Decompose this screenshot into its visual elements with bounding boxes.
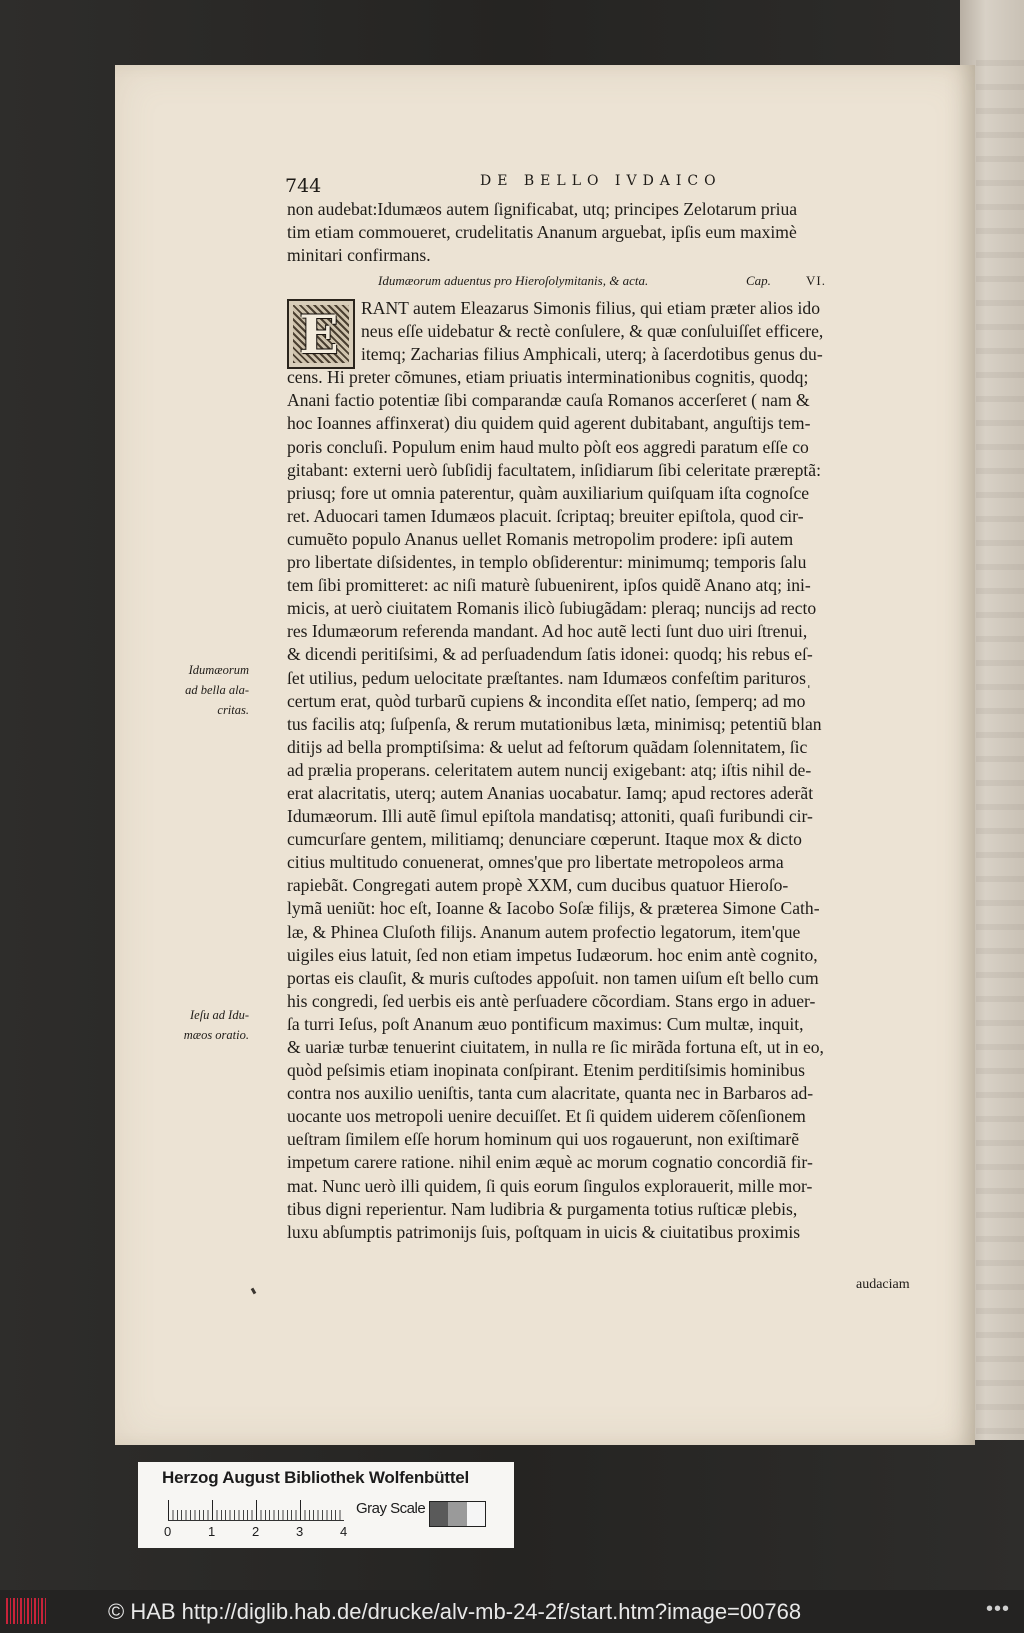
text-line: poris concluſi. Populum enim haud multo pòſt eos aggredi paratum eſſe co (287, 436, 809, 457)
text-line: tim etiam commoueret, crudelitatis Ananum arguebat, ipſis eum maximè (287, 222, 797, 243)
text-line: hoc Ioannes affinxerat) diu quidem quid agerent dubitabant, anguſtijs tem- (287, 413, 811, 434)
color-scale-card (138, 1462, 514, 1548)
text-line: ueſtram ſimilem eſſe horum hominum qui uos rogauerunt, non exiſtimarẽ (287, 1129, 800, 1150)
text-line: non audebat:Idumæos autem ſignificabat, utq; principes Zelotarum priua (287, 199, 798, 219)
ruler-label: 4 (340, 1524, 348, 1539)
text-line: quòd peſsimis etiam inopinata conſpirant. Etenim perditiſsimis hominibus (287, 1060, 805, 1081)
text-line: Anani factio potentiæ ſibi comparandæ cauſa Romanos accerſeret ( nam & (287, 390, 810, 411)
margin-note-iesu (184, 1005, 249, 1045)
ruler-label: 1 (208, 1524, 216, 1539)
text-line: erat alacritatis, uterq; autem Ananias uocabatur. Iamq; apud rectores aderãt (287, 782, 814, 803)
text-line: RANT autem Eleazarus Simonis filius, qui etiam præter alios ido (361, 298, 820, 318)
text-line: rapiebãt. Congregati autem propè XXM, cum ducibus quatuor Hieroſo- (287, 875, 789, 896)
text-line: uigiles eius latuit, ſed non etiam impetus Iudæorum. hoc enim antè cognito, (287, 944, 818, 965)
text-line: tus facilis atq; ſuſpenſa, & rerum mutationibus læta, minimisq; petentiũ blan (287, 713, 822, 734)
text-line: priusq; fore ut omnia paterentur, quàm auxiliarium quiſquam iſta cognoſce (287, 482, 810, 503)
chapter-heading (378, 273, 898, 293)
scale-card-title: Herzog August Bibliothek Wolfenbüttel (162, 1468, 470, 1487)
margin-note-line: Ieſu ad Idu- (189, 1008, 249, 1022)
gray-swatch-mid (448, 1502, 466, 1526)
text-line: certum erat, quòd turbarũ cupiens & incondita eſſet natio, ſemperq; ad mo (287, 690, 806, 711)
text-line: res Idumæorum referenda mandant. Ad hoc autẽ lecti ſunt duo uiri ſtrenui, (287, 621, 808, 642)
chapter-number: VI. (806, 273, 826, 288)
text-line: uocante uos metropoli uenire decuiſſet. Et ſi quidem uiderem cõſenſionem (287, 1106, 806, 1127)
margin-note-line: ad bella ala- (185, 683, 249, 697)
text-line: ret. Aduocari tamen Idumæos placuit. ſcriptaq; breuiter epiſtola, quod cir- (287, 505, 804, 526)
text-line: tibus digni reperientur. Nam ludibria & purgamenta totius ruſticæ plebis, (287, 1198, 798, 1219)
gray-scale-swatch (429, 1501, 486, 1527)
text-line: micis, at uerò ciuitatem Romanis ilicò ſubiugãdam: pleraq; nuncijs ad recto (287, 598, 817, 619)
text-line: neus eſſe uidebatur & rectè conſulere, & quæ conſuluiſſet efficere, (361, 321, 824, 342)
gray-swatch-dark (430, 1502, 448, 1526)
text-line: lymã ueniũt: hoc eſt, Ioanne & Iacobo Soſæ filijs, & præterea Simone Cath- (287, 898, 820, 919)
text-line: Idumæorum. Illi autẽ ſimul epiſtola mandatisq; attoniti, quaſi furibundi cir- (287, 806, 813, 827)
text-line: & uariæ turbæ tenuerint ciuitatem, in nulla re ſic mirãda fortuna eſt, ut in eo, (287, 1037, 824, 1057)
ruler-label: 3 (296, 1524, 304, 1539)
text-line: ad prælia properans. celeritatem autem nuncij exigebant: atq; iſtis nihil de- (287, 759, 812, 780)
catchword: audaciam (856, 1277, 910, 1292)
text-line: læ, & Phinea Cluſoth filijs. Ananum autem profectio legatorum, item'que (287, 921, 801, 942)
chapter-label: Cap. (746, 273, 771, 288)
text-line: impetum carere ratione. nihil enim æquè ac morum cognatio concordiã fir- (287, 1152, 813, 1173)
text-line: citius multitudo conuenerat, omnes'que pro libertate metropoleos arma (287, 852, 784, 873)
margin-note-idumaeorum (185, 660, 249, 720)
intro-text (287, 198, 927, 267)
text-line: ditijs ad bella promptiſsima: & uelut ad feſtorum quãdam ſolennitatem, ſic (287, 736, 808, 757)
hab-logo-icon (6, 1598, 46, 1624)
text-line: ſet utilius, pedum uelocitate præſtantes. nam Idumæos confeſtim pariturosˌ (287, 667, 812, 688)
text-line: minitari confirmans. (287, 245, 431, 266)
margin-note-line: mæos oratio. (183, 1028, 249, 1042)
margin-note-line: Idumæorum (188, 663, 249, 677)
chapter-title: Idumæorum aduentus pro Hieroſolymitanis, & acta. (378, 273, 649, 288)
text-line: cumcurſare gentem, militiamq; denunciare cœperunt. Itaque mox & dicto (287, 829, 802, 850)
text-line: & dicendi peritiſsimi, & ad perſuadendum ſatis idonei: quodq; his rebus eſ- (287, 644, 813, 665)
gray-scale-label: Gray Scale (356, 1500, 426, 1517)
more-options-icon[interactable]: ••• (985, 1598, 1010, 1620)
gray-swatch-light (467, 1502, 485, 1526)
text-line: ſa turri Ieſus, poſt Ananum æuo pontificum maximus: Cum multæ, inquit, (287, 1013, 804, 1034)
text-line: mat. Nunc uerò illi quidem, ſi quis eorum ſingulos explorauerit, mille mor- (287, 1175, 813, 1196)
text-line: his congredi, ſed uerbis eis antè perſuadere cõcordiam. Stans ergo in aduer- (287, 990, 816, 1011)
page-number: 744 (285, 175, 322, 197)
body-text (287, 297, 927, 1244)
text-line: cens. Hi preter cõmunes, etiam priuatis interminationibus cognitis, quodq; (287, 367, 809, 388)
text-line: luxu abſumptis patrimonijs ſuis, poſtquam in uicis & ciuitatibus proximis (287, 1221, 801, 1242)
text-line: itemq; Zacharias filius Amphicali, uterq; à ſacerdotibus genus du- (361, 344, 823, 365)
text-line: gitabant: externi uerò ſubſidij facultatem, inſidiarum ſibi celeritate præreptã: (287, 459, 821, 480)
text-line: pro libertate diſsidentes, in templo obſiderentur: minimumq; temporis ſalu (287, 552, 807, 573)
status-bar (0, 1590, 1024, 1633)
text-line: portas eis clauſit, & muris cuſtodes appoſuit. non tamen uiſum eſt bello cum (287, 967, 819, 988)
ruler-label: 0 (164, 1524, 172, 1539)
margin-note-line: critas. (217, 703, 249, 717)
text-line: cumuẽto populo Ananus uellet Romanis metropolim prodere: ipſi autem (287, 528, 794, 549)
ruler-scale (168, 1500, 344, 1521)
text-line: contra nos auxilio ueniſtis, tanta cum alacritate, quanta nec in Barbaros ad- (287, 1083, 814, 1104)
running-head: DE BELLO IVDAICO (480, 173, 722, 189)
text-line: tem ſibi promitteret: ac niſi maturè ſubuenirent, ipſos quidẽ Anano atq; ini- (287, 575, 811, 596)
initial-letter: E (299, 305, 339, 366)
copyright-url-text[interactable]: © HAB http://diglib.hab.de/drucke/alv-mb-24-2f/start.htm?image=00768 (108, 1599, 802, 1624)
facing-page-text-bleed (976, 60, 1024, 1450)
ruler-label: 2 (252, 1524, 260, 1539)
